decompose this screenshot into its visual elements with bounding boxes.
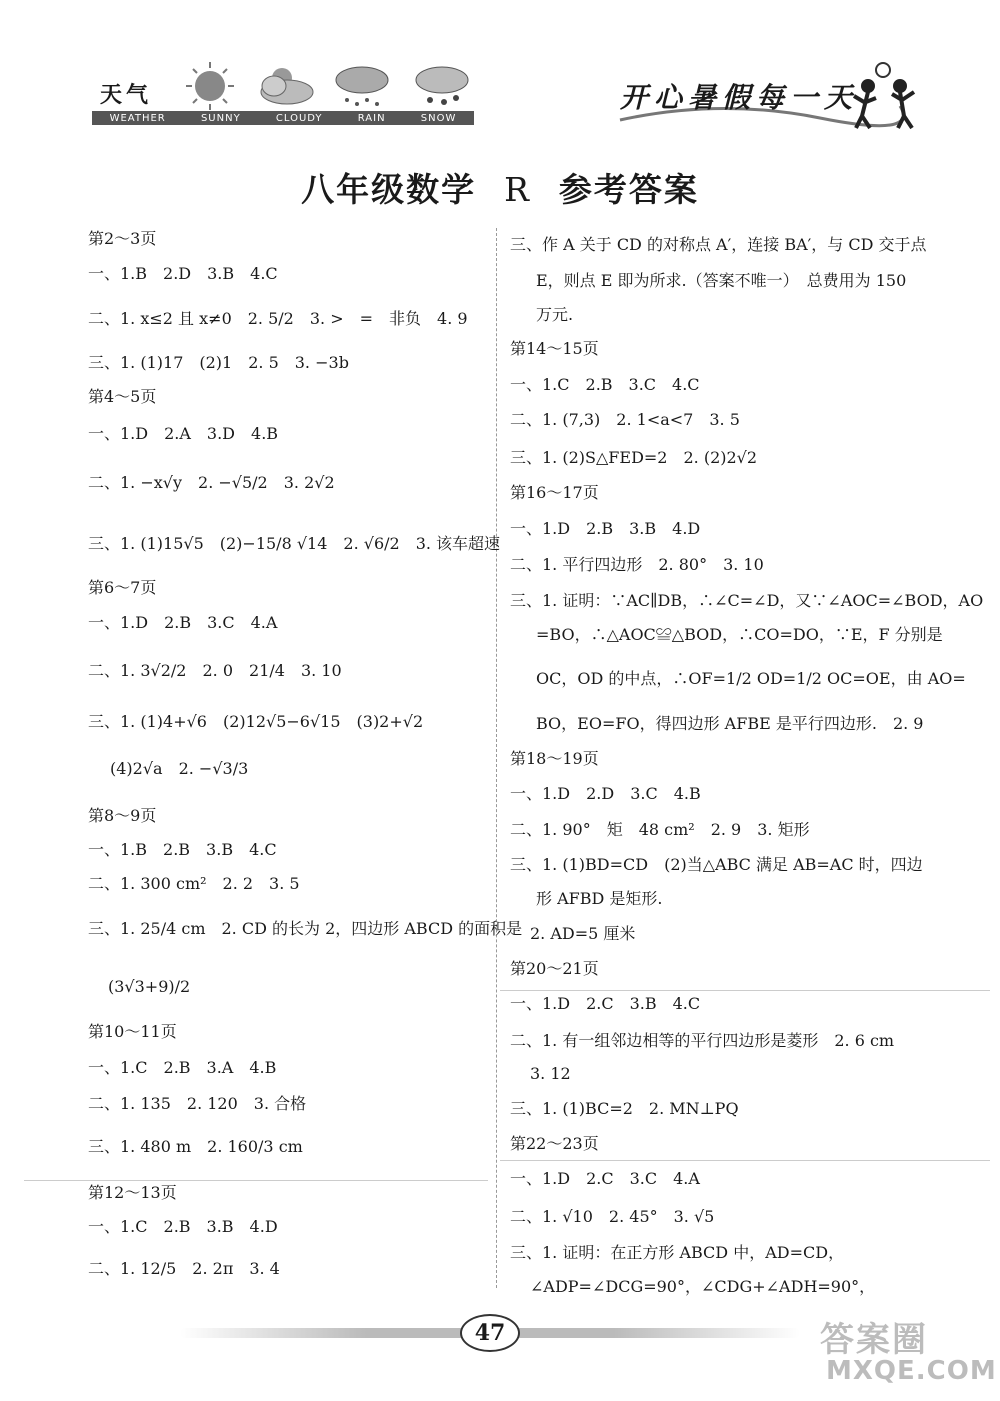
rain-icon — [336, 67, 388, 106]
answer-line: 一、1.B 2.D 3.B 4.C — [88, 264, 278, 283]
answer-line: 三、1. (1)BD=CD (2)当△ABC 满足 AB=AC 时，四边 — [510, 855, 923, 874]
page-header — [0, 0, 1000, 150]
answer-line: 三、作 A 关于 CD 的对称点 A′，连接 BA′，与 CD 交于点 — [510, 235, 927, 254]
answer-line: 一、1.C 2.B 3.B 4.D — [88, 1217, 278, 1236]
kids-icon — [854, 81, 914, 128]
answer-line: 二、1. 12/5 2. 2π 3. 4 — [88, 1259, 280, 1278]
watermark-domain: MXQE.COM — [826, 1356, 997, 1386]
answer-line: E，则点 E 即为所求.（答案不唯一） 总费用为 150 — [536, 271, 907, 290]
answer-line: 三、1. 25/4 cm 2. CD 的长为 2，四边形 ABCD 的面积是 — [88, 919, 523, 938]
weather-item: SUNNY — [200, 112, 241, 124]
answer-line: 3. 12 — [530, 1064, 571, 1083]
answer-line: 一、1.C 2.B 3.A 4.B — [88, 1058, 277, 1077]
right-divider — [500, 990, 990, 991]
right-divider — [500, 1160, 990, 1161]
snow-icon — [416, 67, 468, 105]
weather-item: WEATHER — [109, 112, 166, 124]
answer-line: 一、1.C 2.B 3.C 4.C — [510, 375, 700, 394]
answer-line: 三、1. 证明：在正方形 ABCD 中，AD=CD， — [510, 1243, 845, 1262]
answer-line: 二、1. 有一组邻边相等的平行四边形是菱形 2. 6 cm — [510, 1031, 895, 1050]
weather-item: SNOW — [420, 112, 457, 124]
page-footer — [180, 1318, 800, 1348]
answer-line: 二、1. 平行四边形 2. 80° 3. 10 — [510, 555, 764, 574]
answer-line: 一、1.B 2.B 3.B 4.C — [88, 840, 277, 859]
column-divider — [496, 228, 497, 1288]
section-heading: 第4～5页 — [88, 387, 157, 406]
answer-line: 三、1. 480 m 2. 160/3 cm — [88, 1137, 303, 1156]
section-heading: 第12～13页 — [88, 1183, 177, 1202]
answer-line: 二、1. 300 cm² 2. 2 3. 5 — [88, 874, 300, 893]
left-divider — [24, 1180, 488, 1181]
sun-icon — [186, 62, 234, 110]
slogan-text: 开心暑假每一天 — [620, 81, 859, 114]
answer-line: 三、1. (2)S△FED=2 2. (2)2√2 — [510, 448, 758, 467]
answer-line: BO，EO=FO，得四边形 AFBE 是平行四边形. 2. 9 — [536, 714, 924, 733]
weather-strip — [92, 56, 474, 126]
title-main: 八年级数学 — [301, 170, 477, 209]
section-heading: 第2～3页 — [88, 229, 157, 248]
answer-line: 一、1.D 2.A 3.D 4.B — [88, 424, 279, 443]
answer-line: 万元. — [536, 305, 574, 324]
answer-line: 一、1.D 2.B 3.C 4.A — [88, 613, 278, 632]
answer-line: (3√3+9)/2 — [108, 977, 191, 996]
section-heading: 第8～9页 — [88, 806, 157, 825]
weather-bar — [92, 111, 474, 125]
title-edition: R — [504, 170, 531, 209]
answer-line: (4)2√a 2. −√3/3 — [110, 759, 249, 778]
answer-line: 一、1.D 2.C 3.B 4.C — [510, 994, 701, 1013]
answer-line: 二、1. (7,3) 2. 1<a<7 3. 5 — [510, 410, 740, 429]
weather-item: RAIN — [357, 112, 386, 124]
slogan-banner — [600, 58, 930, 138]
section-heading: 第18～19页 — [510, 749, 599, 768]
answer-line: 三、1. (1)4+√6 (2)12√5−6√15 (3)2+√2 — [88, 712, 424, 731]
answer-line: =BO，∴△AOC≌△BOD，∴CO=DO，∵E，F 分别是 — [536, 625, 943, 644]
section-heading: 第10～11页 — [88, 1022, 177, 1041]
section-heading: 第16～17页 — [510, 483, 599, 502]
weather-label: 天气 — [100, 83, 153, 108]
answer-line: 二、1. −x√y 2. −√5/2 3. 2√2 — [88, 473, 335, 492]
cloudy-icon — [261, 68, 313, 104]
answer-line: 一、1.D 2.C 3.C 4.A — [510, 1169, 700, 1188]
answer-line: 三、1. (1)15√5 (2)−15/8 √14 2. √6/2 3. 该车超速 — [88, 534, 501, 553]
answer-line: 二、1. 3√2/2 2. 0 21/4 3. 10 — [88, 661, 342, 680]
watermark-brand: 答案圈 — [820, 1320, 928, 1360]
page-title — [0, 164, 1000, 211]
answer-line: 一、1.D 2.D 3.C 4.B — [510, 784, 701, 803]
answer-line: ∠ADP=∠DCG=90°，∠CDG+∠ADH=90°， — [530, 1277, 876, 1296]
answer-line: 2. AD=5 厘米 — [530, 924, 636, 943]
answer-line: 三、1. (1)BC=2 2. MN⊥PQ — [510, 1099, 739, 1118]
section-heading: 第22～23页 — [510, 1134, 599, 1153]
section-heading: 第14～15页 — [510, 339, 599, 358]
answer-line: 一、1.D 2.B 3.B 4.D — [510, 519, 701, 538]
page-number: 47 — [460, 1314, 520, 1352]
answer-line: 二、1. √10 2. 45° 3. √5 — [510, 1207, 715, 1226]
section-heading: 第20～21页 — [510, 959, 599, 978]
weather-item: CLOUDY — [275, 112, 323, 124]
title-suffix: 参考答案 — [558, 170, 699, 209]
section-heading: 第6～7页 — [88, 578, 157, 597]
answer-line: 二、1. 90° 矩 48 cm² 2. 9 3. 矩形 — [510, 820, 810, 839]
answer-line: 三、1. 证明：∵AC∥DB，∴∠C=∠D，又∵∠AOC=∠BOD，AO — [510, 591, 984, 610]
answer-line: 三、1. (1)17 (2)1 2. 5 3. −3b — [88, 353, 349, 372]
answer-line: 形 AFBD 是矩形. — [536, 889, 663, 908]
answer-line: 二、1. 135 2. 120 3. 合格 — [88, 1094, 307, 1113]
answer-line: OC，OD 的中点，∴OF=1/2 OD=1/2 OC=OE，由 AO= — [536, 669, 966, 688]
answer-line: 二、1. x≤2 且 x≠0 2. 5/2 3. > = 非负 4. 9 — [88, 309, 468, 328]
